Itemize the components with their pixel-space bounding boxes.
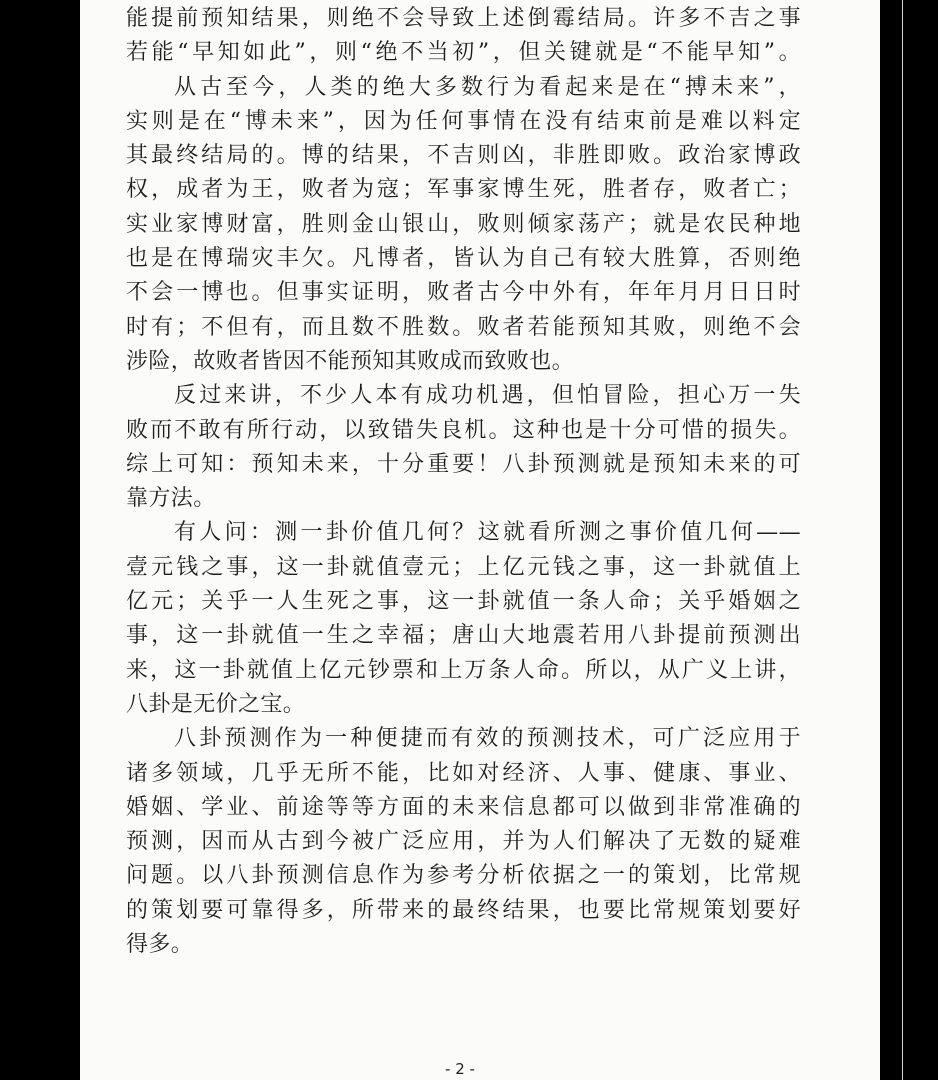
text-line: 有人问：测一卦价值几何？这就看所测之事价值几何—— <box>174 520 801 546</box>
text-line: 实业家博财富，胜则金山银山，败则倾家荡产；就是农民种地 <box>126 211 801 237</box>
text-line: 事，这一卦就值一生之幸福；唐山大地震若用八卦提前预测出 <box>126 623 801 649</box>
text-line: 时有；不但有，而且数不胜数。败者若能预知其败，则绝不会 <box>126 314 801 340</box>
text-line: 预测，因而从古到今被广泛应用，并为人们解决了无数的疑难 <box>126 829 801 855</box>
page-number: - 2 - <box>445 1060 475 1078</box>
text-line: 涉险，故败者皆因不能预知其败成而致败也。 <box>126 348 575 374</box>
text-line: 也是在博瑞灾丰欠。凡博者，皆认为自己有较大胜算，否则绝 <box>126 246 801 272</box>
text-line: 来，这一卦就值上亿元钞票和上万条人命。所以，从广义上讲， <box>126 657 801 683</box>
text-line: 综上可知：预知未来，十分重要！八卦预测就是预知未来的可 <box>126 451 801 477</box>
text-line: 若能“早知如此”，则“绝不当初”，但关键就是“不能早知”。 <box>126 40 801 66</box>
text-line: 实则是在“博未来”，因为任何事情在没有结束前是难以料定 <box>126 108 801 134</box>
text-line: 问题。以八卦预测信息作为参考分析依据之一的策划，比常规 <box>126 863 801 889</box>
text-line: 能提前预知结果，则绝不会导致上述倒霉结局。许多不吉之事 <box>126 6 801 31</box>
text-line: 从古至今，人类的绝大多数行为看起来是在“搏未来”， <box>174 74 801 100</box>
text-line: 权，成者为王，败者为寇；军事家博生死，胜者存，败者亡； <box>126 177 801 203</box>
text-line: 得多。 <box>126 932 194 958</box>
page-binding-edge <box>902 0 903 1080</box>
text-line: 婚姻、学业、前途等等方面的未来信息都可以做到非常准确的 <box>126 794 801 820</box>
body-text <box>126 2 801 962</box>
text-line: 反过来讲，不少人本有成功机遇，但怕冒险，担心万一失 <box>174 383 801 409</box>
text-line: 靠方法。 <box>126 486 216 512</box>
text-line: 八卦是无价之宝。 <box>126 691 306 717</box>
text-line: 其最终结局的。博的结果，不吉则凶，非胜即败。政治家博政 <box>126 143 801 169</box>
text-line: 壹元钱之事，这一卦就值壹元；上亿元钱之事，这一卦就值上 <box>126 554 801 580</box>
text-line: 不会一博也。但事实证明，败者古今中外有，年年月月日日时 <box>126 280 801 306</box>
text-line: 八卦预测作为一种便捷而有效的预测技术，可广泛应用于 <box>174 726 801 752</box>
text-line: 诸多领域，几乎无所不能，比如对经济、人事、健康、事业、 <box>126 760 801 786</box>
document-page <box>80 0 880 1080</box>
text-line: 败而不敢有所行动，以致错失良机。这种也是十分可惜的损失。 <box>126 417 801 443</box>
text-line: 亿元；关乎一人生死之事，这一卦就值一条人命；关乎婚姻之 <box>126 589 801 615</box>
text-line: 的策划要可靠得多，所带来的最终结果，也要比常规策划要好 <box>126 897 801 923</box>
